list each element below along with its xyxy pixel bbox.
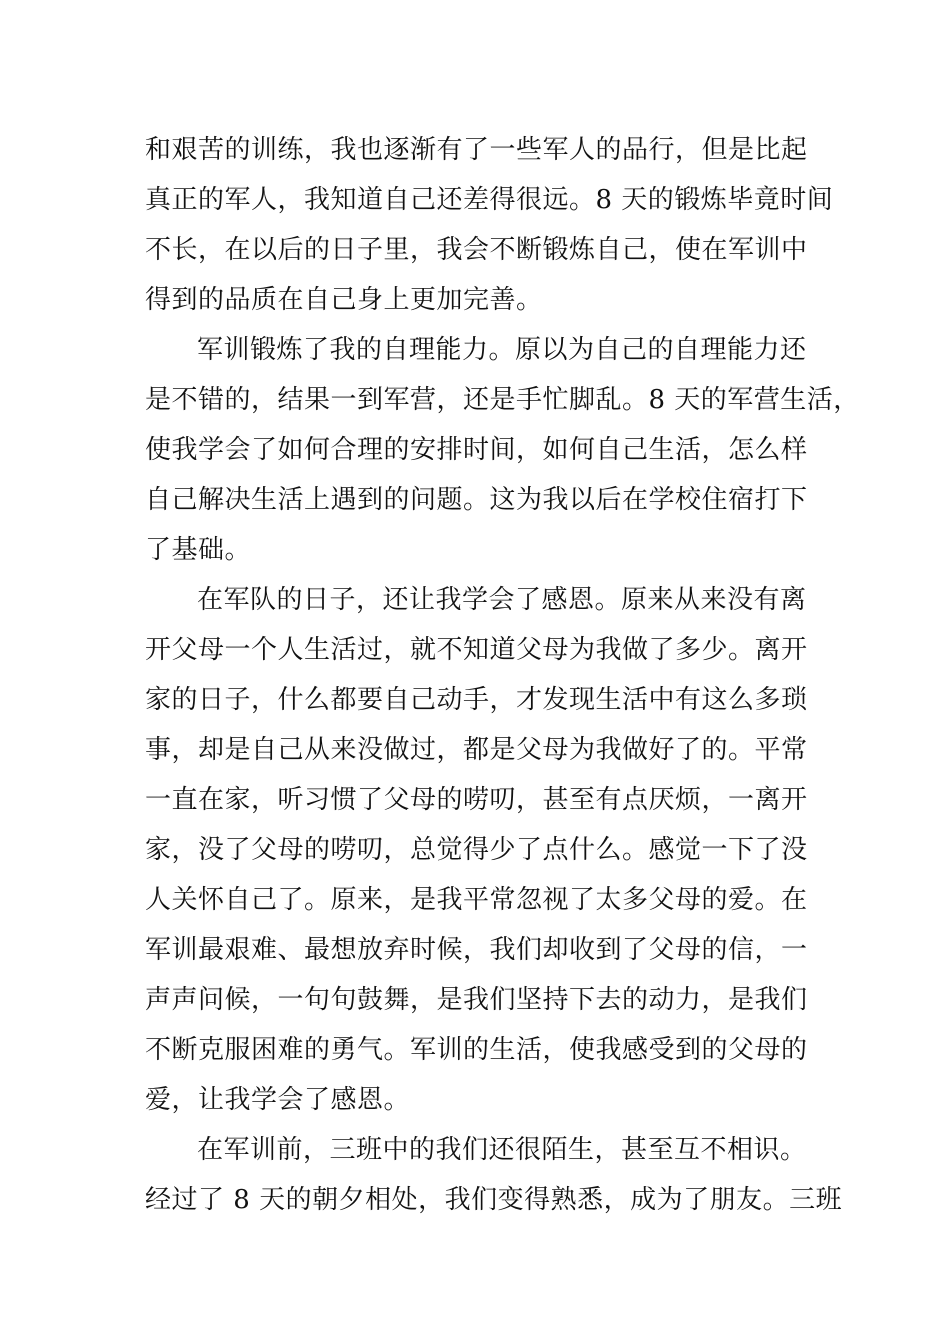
text-line: 家的日子，什么都要自己动手，才发现生活中有这么多琐 bbox=[145, 685, 808, 715]
text-line: 开父母一个人生活过，就不知道父母为我做了多少。离开 bbox=[145, 635, 808, 665]
paragraph-first-line: 军训锻炼了我的自理能力。原以为自己的自理能力还 bbox=[197, 335, 807, 365]
text-line: 事，却是自己从来没做过，都是父母为我做好了的。平常 bbox=[145, 735, 808, 765]
text-line: 一直在家，听习惯了父母的唠叨，甚至有点厌烦，一离开 bbox=[145, 785, 808, 815]
text-line: 爱，让我学会了感恩。 bbox=[145, 1085, 411, 1115]
text-line: 经过了 8 天的朝夕相处，我们变得熟悉，成为了朋友。三班 bbox=[145, 1185, 843, 1215]
paragraph-first-line: 在军训前，三班中的我们还很陌生，甚至互不相识。 bbox=[197, 1135, 807, 1165]
text-line: 家，没了父母的唠叨，总觉得少了点什么。感觉一下了没 bbox=[145, 835, 808, 865]
text-line: 军训最艰难、最想放弃时候，我们却收到了父母的信，一 bbox=[145, 935, 808, 965]
text-line: 不长，在以后的日子里，我会不断锻炼自己，使在军训中 bbox=[145, 235, 808, 265]
text-line: 使我学会了如何合理的安排时间，如何自己生活，怎么样 bbox=[145, 435, 808, 465]
text-line: 自己解决生活上遇到的问题。这为我以后在学校住宿打下 bbox=[145, 485, 808, 515]
text-line: 人关怀自己了。原来，是我平常忽视了太多父母的爱。在 bbox=[145, 885, 808, 915]
text-line: 是不错的，结果一到军营，还是手忙脚乱。8 天的军营生活， bbox=[145, 385, 860, 415]
paragraph-first-line: 在军队的日子，还让我学会了感恩。原来从来没有离 bbox=[197, 585, 807, 615]
text-line: 真正的军人，我知道自己还差得很远。8 天的锻炼毕竟时间 bbox=[145, 185, 834, 215]
text-line: 不断克服困难的勇气。军训的生活，使我感受到的父母的 bbox=[145, 1035, 808, 1065]
text-line: 声声问候，一句句鼓舞，是我们坚持下去的动力，是我们 bbox=[145, 985, 808, 1015]
text-line: 了基础。 bbox=[145, 535, 252, 565]
text-line: 得到的品质在自己身上更加完善。 bbox=[145, 285, 543, 315]
text-line: 和艰苦的训练，我也逐渐有了一些军人的品行，但是比起 bbox=[145, 135, 808, 165]
